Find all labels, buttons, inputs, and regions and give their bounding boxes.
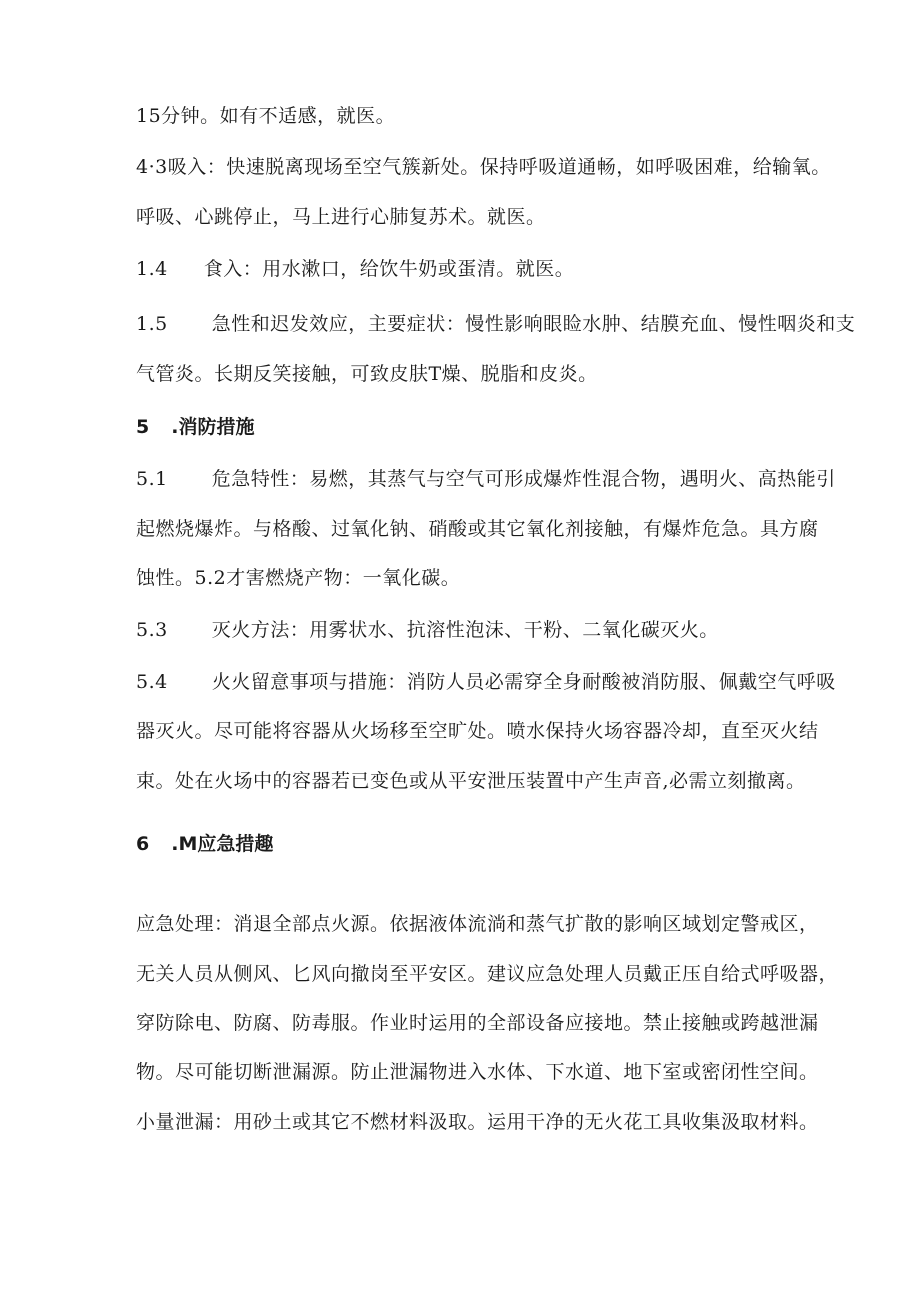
paragraph-line: 穿防除电、防腐、防毒服。作业时运用的全部设备应接地。禁止接触或跨越泄漏	[136, 1012, 819, 1034]
section-number: 5.4	[136, 671, 168, 693]
paragraph-text: 灭火方法：用雾状水、抗溶性泡沫、干粉、二氧化碳灭火。	[211, 619, 719, 641]
section-number: 1.5	[136, 313, 168, 335]
heading-text: .消防措施	[171, 416, 255, 438]
heading-number: 6	[136, 833, 150, 855]
paragraph-line: 束。处在火场中的容器若已变色或从平安泄压装置中产生声音,必需立刻撤离。	[136, 770, 806, 792]
paragraph-line: 15分钟。如有不适感，就医。	[136, 105, 396, 127]
paragraph-line: 气管炎。长期反笑接触，可致皮肤T燥、脱脂和皮炎。	[136, 363, 598, 385]
paragraph-text: 危急特性：易燃，其蒸气与空气可形成爆炸性混合物，遇明火、高热能引	[211, 468, 836, 490]
heading-text: .M应急措趣	[171, 833, 274, 855]
paragraph-text: 食入：用水漱口，给饮牛奶或蛋清。就医。	[203, 258, 575, 280]
paragraph-line	[136, 467, 836, 491]
section-number: 5.1	[136, 468, 168, 490]
section-heading	[136, 832, 273, 856]
paragraph-line	[136, 257, 796, 281]
paragraph-line: 应急处理：消退全部点火源。依据液体流淌和蒸气扩散的影响区域划定警戒区，	[136, 913, 819, 935]
paragraph-text: 急性和迟发效应，主要症状：慢性影响眼睑水肿、结膜充血、慢性咽炎和支	[211, 313, 856, 335]
paragraph-line	[136, 670, 836, 694]
section-heading	[136, 415, 254, 439]
paragraph-line: 无关人员从侧风、匕风向撤岗至平安区。建议应急处理人员戴正压自给式呼吸器，	[136, 963, 839, 985]
paragraph-text: 火火留意事项与措施：消防人员必需穿全身耐酸被消防服、佩戴空气呼吸	[211, 671, 836, 693]
section-number: 5.3	[136, 619, 168, 641]
paragraph-line: 呼吸、心跳停止，马上进行心肺复苏术。就医。	[136, 206, 546, 228]
paragraph-line: 物。尽可能切断泄漏源。防止泄漏物进入水体、下水道、地下室或密闭性空间。	[136, 1061, 819, 1083]
heading-number: 5	[136, 416, 150, 438]
paragraph-line: 小量泄漏：用砂土或其它不燃材料汲取。运用干净的无火花工具收集汲取材料。	[136, 1111, 819, 1133]
paragraph-line: 器灭火。尽可能将容器从火场移至空旷处。喷水保持火场容器冷却，直至灭火结	[136, 720, 819, 742]
paragraph-line	[136, 618, 796, 642]
paragraph-line: 蚀性。5.2才害燃烧产物：一氧化碳。	[136, 567, 461, 589]
section-number: 1.4	[136, 258, 168, 280]
paragraph-line: 4·3吸入：快速脱离现场至空气簇新处。保持呼吸道通畅，如呼吸困难，给输氧。	[136, 156, 831, 178]
paragraph-line	[136, 312, 856, 336]
paragraph-line: 起燃烧爆炸。与格酸、过氧化钠、硝酸或其它氧化剂接触，有爆炸危急。具方腐	[136, 518, 819, 540]
